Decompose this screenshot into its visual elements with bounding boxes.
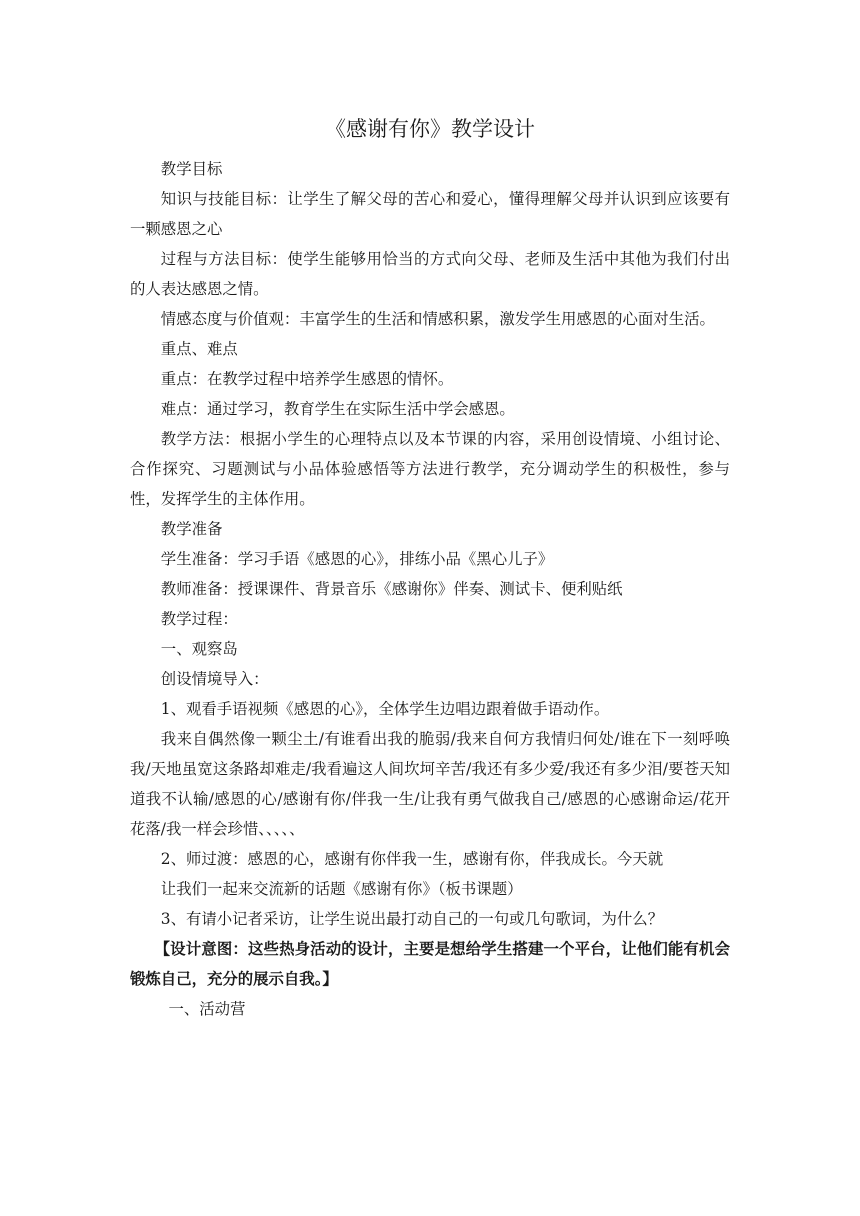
document-title: 《感谢有你》教学设计 bbox=[325, 117, 535, 141]
paragraph-scenario-intro: 创设情境导入： bbox=[160, 670, 269, 688]
paragraph-step-3: 3、有请小记者采访，让学生说出最打动自己的一句或几句歌词，为什么？ bbox=[160, 910, 664, 928]
paragraph-step-1: 1、观看手语视频《感恩的心》，全体学生边唱边跟着做手语动作。 bbox=[160, 700, 610, 718]
paragraph-section-observation: 一、观察岛 bbox=[160, 640, 238, 658]
document-body bbox=[130, 154, 730, 1024]
paragraph-knowledge-goal: 知识与技能目标：让学生了解父母的苦心和爱心，懂得理解父母并认识到应该要有一颗感恩之心 bbox=[130, 190, 730, 238]
paragraph-preparation-heading: 教学准备 bbox=[160, 520, 223, 538]
paragraph-student-preparation: 学生准备：学习手语《感恩的心》，排练小品《黑心儿子》 bbox=[160, 550, 554, 568]
paragraph-section-activity: 一、活动营 bbox=[168, 1000, 246, 1018]
paragraph-difficulty: 难点：通过学习，教育学生在实际生活中学会感恩。 bbox=[160, 400, 515, 418]
paragraph-process-goal: 过程与方法目标：使学生能够用恰当的方式向父母、老师及生活中其他为我们付出的人表达感恩之情。 bbox=[130, 250, 730, 298]
paragraph-step-2-continued: 让我们一起来交流新的话题《感谢有你》（板书课题） bbox=[160, 880, 523, 898]
paragraph-key-point: 重点：在教学过程中培养学生感恩的情怀。 bbox=[160, 370, 454, 388]
paragraph-emotion-goal: 情感态度与价值观：丰富学生的生活和情感积累，激发学生用感恩的心面对生活。 bbox=[160, 310, 715, 328]
paragraph-teaching-goals-heading: 教学目标 bbox=[160, 160, 223, 178]
paragraph-song-lyrics: 我来自偶然像一颗尘土/有谁看出我的脆弱/我来自何方我情归何处/谁在下一刻呼唤我/天地虽宽这条路却难走/我看遍这人间坎坷辛苦/我还有多少爱/我还有多少泪/要苍天知道我不认输/感恩的心/感谢有你/伴我一生/让我有勇气做我自己/感恩的心感谢命运/花开花落/我一样会珍惜、、、、、 bbox=[130, 730, 730, 838]
paragraph-teacher-preparation: 教师准备：授课课件、背景音乐《感谢你》伴奏、测试卡、便利贴纸 bbox=[160, 580, 623, 598]
paragraph-step-2: 2、师过渡：感恩的心，感谢有你伴我一生，感谢有你，伴我成长。今天就 bbox=[160, 850, 664, 868]
paragraph-process-heading: 教学过程： bbox=[160, 610, 238, 628]
paragraph-teaching-method: 教学方法：根据小学生的心理特点以及本节课的内容，采用创设情境、小组讨论、合作探究、习题测试与小品体验感悟等方法进行教学，充分调动学生的积极性，参与性，发挥学生的主体作用。 bbox=[130, 430, 730, 508]
paragraph-design-intent: 【设计意图：这些热身活动的设计，主要是想给学生搭建一个平台，让他们能有机会锻炼自己，充分的展示自我。】 bbox=[130, 940, 730, 988]
paragraph-key-points-heading: 重点、难点 bbox=[160, 340, 238, 358]
